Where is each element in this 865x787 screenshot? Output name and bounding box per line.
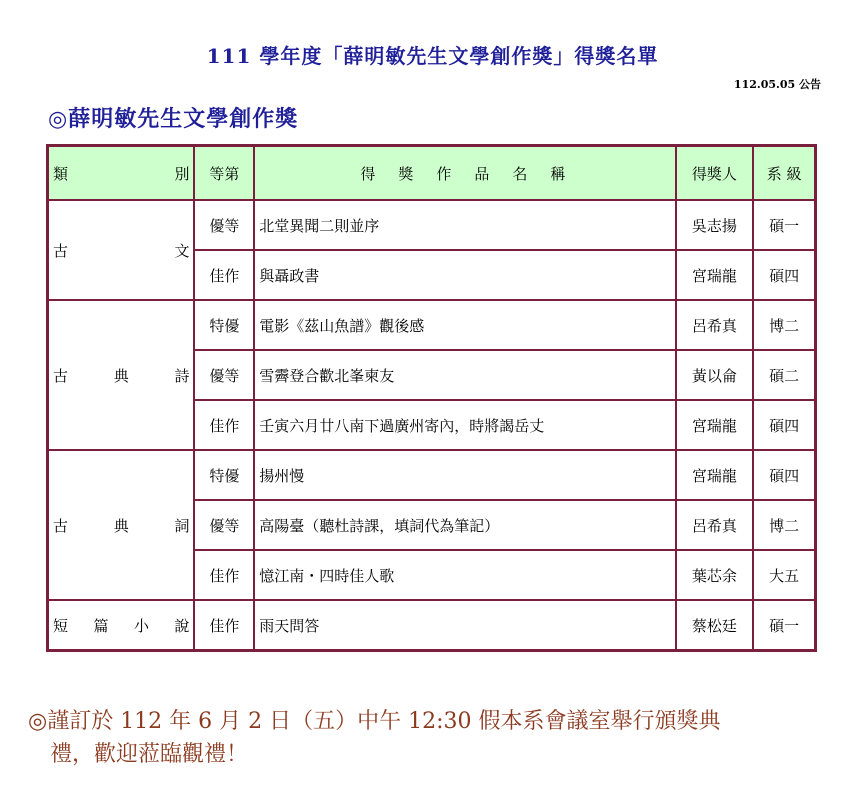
table-header-row <box>48 146 815 200</box>
announcement-date: 112.05.05 公告 <box>733 78 821 91</box>
rank-cell: 優等 <box>194 200 254 250</box>
rank-cell: 佳作 <box>194 600 254 650</box>
header-category-left: 類 <box>53 164 69 183</box>
rank-cell: 特優 <box>194 450 254 500</box>
header-category <box>48 146 194 200</box>
header-winner: 得獎人 <box>676 146 754 200</box>
category-char: 詞 <box>174 516 190 535</box>
category-cell <box>48 600 194 650</box>
category-char: 篇 <box>93 616 109 635</box>
category-char: 說 <box>174 616 190 635</box>
category-char: 古 <box>53 241 69 260</box>
grade-cell: 碩一 <box>753 600 815 650</box>
rank-cell: 優等 <box>194 500 254 550</box>
work-cell: 雪霽登合歡北峯柬友 <box>254 350 675 400</box>
ceremony-notice-line1: ◎謹訂於 112 年 6 月 2 日（五）中午 12:30 假本系會議室舉行頒獎典 <box>28 709 721 734</box>
table-row <box>48 200 815 250</box>
winner-cell: 呂希真 <box>676 500 754 550</box>
table-row <box>48 450 815 500</box>
grade-cell: 大五 <box>753 550 815 600</box>
category-char: 典 <box>113 366 129 385</box>
winner-cell: 宮瑞龍 <box>676 450 754 500</box>
category-char: 短 <box>53 616 69 635</box>
category-char: 古 <box>53 516 69 535</box>
work-cell: 與聶政書 <box>254 250 675 300</box>
grade-cell: 博二 <box>753 300 815 350</box>
work-cell: 憶江南・四時佳人歌 <box>254 550 675 600</box>
category-char: 小 <box>133 616 149 635</box>
section-title: ◎薛明敏先生文學創作獎 <box>48 106 299 132</box>
rank-cell: 佳作 <box>194 550 254 600</box>
table-row <box>48 300 815 350</box>
table-row <box>48 600 815 650</box>
work-cell: 揚州慢 <box>254 450 675 500</box>
winner-cell: 蔡松廷 <box>676 600 754 650</box>
rank-cell: 佳作 <box>194 400 254 450</box>
grade-cell: 碩四 <box>753 450 815 500</box>
work-cell: 高陽臺（聽杜詩課，填詞代為筆記） <box>254 500 675 550</box>
work-cell: 電影《茲山魚譜》觀後感 <box>254 300 675 350</box>
winner-cell: 呂希真 <box>676 300 754 350</box>
grade-cell: 碩一 <box>753 200 815 250</box>
header-category-right: 別 <box>174 164 190 183</box>
awards-table <box>46 144 817 652</box>
rank-cell: 佳作 <box>194 250 254 300</box>
grade-cell: 碩四 <box>753 400 815 450</box>
ceremony-notice-line2: 禮，歡迎蒞臨觀禮！ <box>50 742 249 767</box>
rank-cell: 特優 <box>194 300 254 350</box>
grade-cell: 碩二 <box>753 350 815 400</box>
category-cell <box>48 300 194 450</box>
winner-cell: 黃以侖 <box>676 350 754 400</box>
header-rank: 等第 <box>194 146 254 200</box>
work-cell: 壬寅六月廿八南下過廣州寄內，時將謁岳丈 <box>254 400 675 450</box>
header-grade: 系 級 <box>753 146 815 200</box>
grade-cell: 碩四 <box>753 250 815 300</box>
winner-cell: 吳志揚 <box>676 200 754 250</box>
grade-cell: 博二 <box>753 500 815 550</box>
category-char: 典 <box>113 516 129 535</box>
page-title: 111 學年度「薛明敏先生文學創作獎」得獎名單 <box>206 44 659 68</box>
header-work: 得 獎 作 品 名 稱 <box>254 146 675 200</box>
category-cell <box>48 450 194 600</box>
work-cell: 北堂異聞二則並序 <box>254 200 675 250</box>
winner-cell: 宮瑞龍 <box>676 400 754 450</box>
rank-cell: 優等 <box>194 350 254 400</box>
ceremony-notice <box>28 705 838 771</box>
category-char: 古 <box>53 366 69 385</box>
category-char: 文 <box>174 241 190 260</box>
category-char: 詩 <box>174 366 190 385</box>
winner-cell: 葉芯余 <box>676 550 754 600</box>
category-cell <box>48 200 194 300</box>
winner-cell: 宮瑞龍 <box>676 250 754 300</box>
work-cell: 雨天問答 <box>254 600 675 650</box>
